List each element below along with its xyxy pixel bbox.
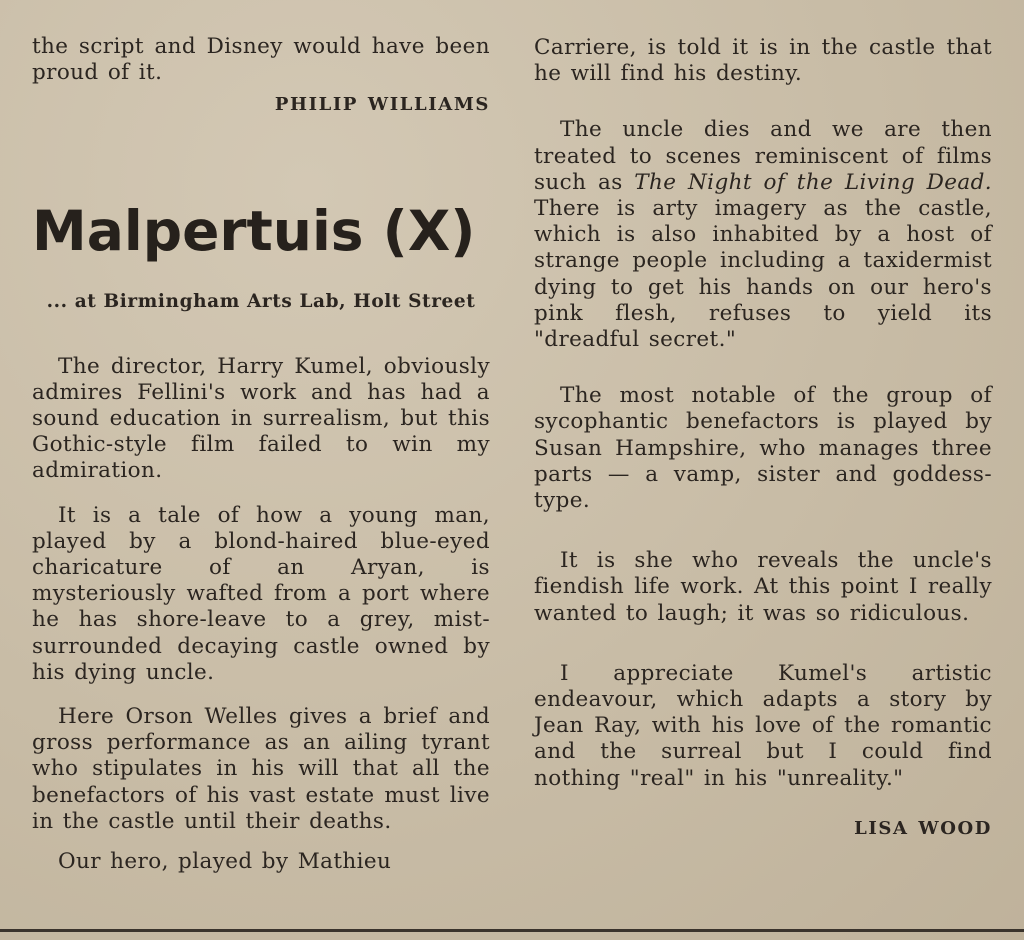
paragraph: The director, Harry Kumel, obviously admires Fellini's work and has had a sound education in surrealism, but this Gothic-style film failed to win my admiration. (32, 353, 490, 484)
paragraph: Carriere, is told it is in the castle that he will find his destiny. (534, 35, 992, 87)
paragraph-text: There is arty imagery as the castle, which is also inhabited by a host of strange people including a taxidermist dying to get his hands on our hero's pink flesh, refuses to yield its "dreadful secret." (534, 196, 992, 353)
paragraph: Here Orson Welles gives a brief and gross performance as an ailing tyrant who stipulates in his will that all the benefactors of his vast estate must live in the castle until their deaths. (32, 704, 490, 834)
paragraph: I appreciate Kumel's artistic endeavour, which adapts a story by Jean Ray, with his love of the romantic and the surreal but I could find nothing "real" in his "unreality." (534, 660, 992, 791)
previous-review-byline: PHILIP WILLIAMS (274, 94, 490, 116)
headline: Malpertuis (X) (32, 198, 476, 263)
previous-review-tail: the script and Disney would have been proud of it. (32, 34, 490, 86)
film-title: The Night of the Living Dead. (634, 169, 992, 195)
byline: LISA WOOD (854, 817, 992, 839)
bottom-rule (0, 929, 1024, 932)
paragraph: It is a tale of how a young man, played by a blond-haired blue-eyed charicature of an Aryan, is mysteriously wafted from a port where he has shore-leave to a grey, mist-surrounded decaying castle owned by his dying uncle. (32, 502, 490, 685)
paragraph: It is she who reveals the uncle's fiendish life work. At this point I really wanted to laugh; it was so ridiculous. (534, 548, 992, 626)
subhead: ... at Birmingham Arts Lab, Holt Street (46, 290, 476, 312)
paragraph: Our hero, played by Mathieu (58, 849, 392, 875)
paragraph-text: The uncle dies and we are then treated to scenes reminiscent of films such as (534, 117, 992, 195)
right-column (534, 0, 992, 842)
paragraph: The most notable of the group of sycophantic benefactors is played by Susan Hampshire, who manages three parts — a vamp, sister and goddess-type. (534, 383, 992, 514)
left-column (32, 0, 490, 875)
paragraph (534, 117, 992, 353)
